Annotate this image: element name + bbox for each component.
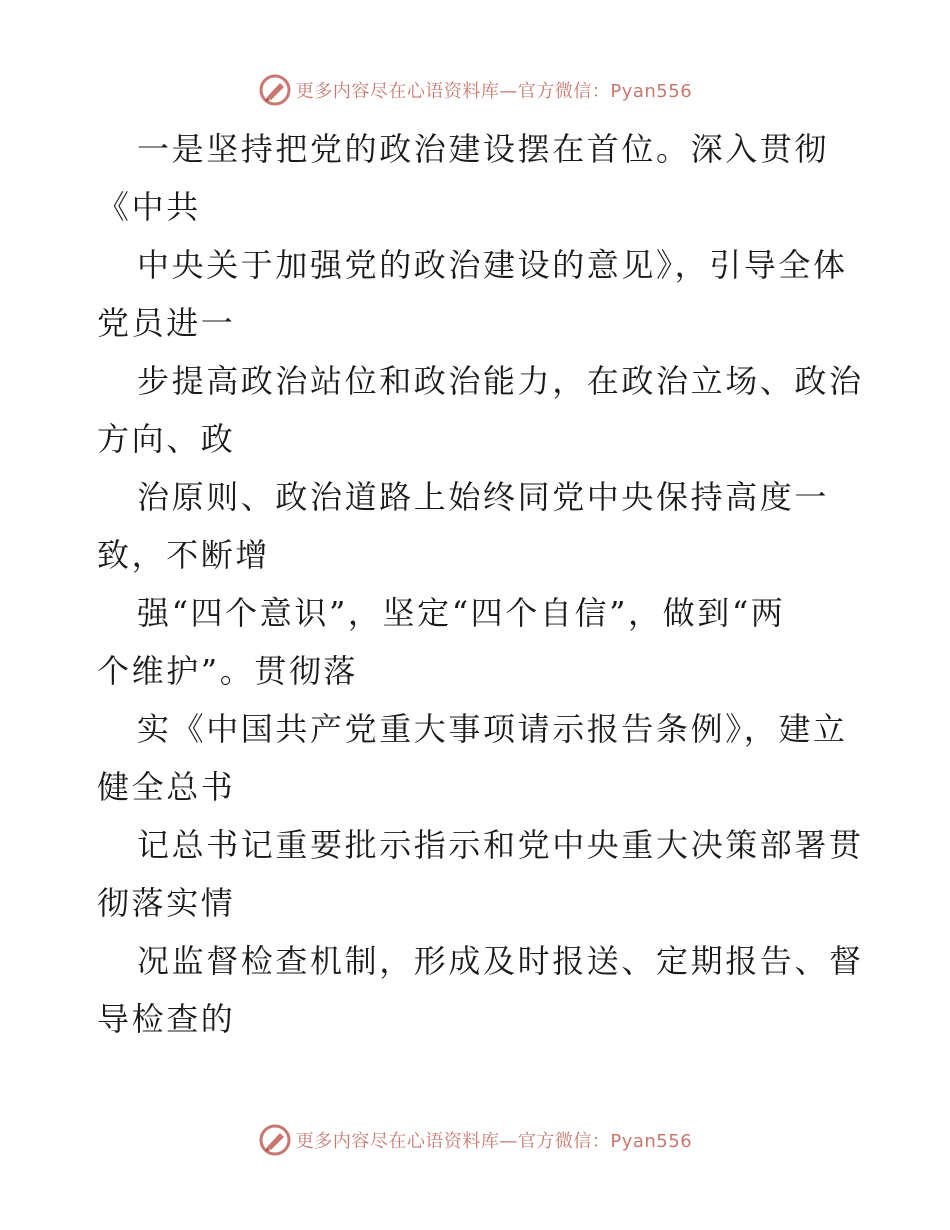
paragraph-line: 健全总书 <box>97 768 236 806</box>
paragraph <box>97 816 864 932</box>
paragraph-line: 《中共 <box>97 188 201 226</box>
pen-nib-logo-icon <box>258 73 292 107</box>
paragraph <box>97 236 857 352</box>
paragraph-line: 导检查的 <box>97 1000 236 1038</box>
paragraph-line: 方向、政 <box>97 420 236 458</box>
paragraph-line: 况监督检查机制，形成及时报送、定期报告、督 <box>137 942 864 980</box>
paragraph <box>97 120 857 236</box>
paragraph-line: 中央关于加强党的政治建设的意见》，引导全体 <box>137 246 848 284</box>
paragraph-line: 记总书记重要批示指示和党中央重大决策部署贯 <box>137 826 864 864</box>
paragraph-line: 一是坚持把党的政治建设摆在首位。深入贯彻 <box>137 130 830 168</box>
paragraph <box>97 468 857 584</box>
paragraph-line: 致，不断增 <box>97 536 271 574</box>
header-watermark <box>0 70 950 110</box>
paragraph <box>97 700 857 816</box>
paragraph-line: 党员进一 <box>97 304 236 342</box>
paragraph <box>97 584 857 700</box>
paragraph-line: 个维护”。贯彻落 <box>97 652 359 690</box>
paragraph-line: 强“四个意识”，坚定“四个自信”，做到“两 <box>137 594 786 632</box>
footer-watermark <box>0 1120 950 1160</box>
paragraph-line: 实《中国共产党重大事项请示报告条例》，建立 <box>137 710 848 748</box>
paragraph-line: 治原则、政治道路上始终同党中央保持高度一 <box>137 478 830 516</box>
paragraph <box>97 352 864 468</box>
document-body <box>97 120 864 1048</box>
pen-nib-logo-icon <box>258 1123 292 1157</box>
paragraph-line: 步提高政治站位和政治能力，在政治立场、政治 <box>137 362 864 400</box>
paragraph <box>97 932 864 1048</box>
paragraph-line: 彻落实情 <box>97 884 236 922</box>
watermark-text: 更多内容尽在心语资料库—官方微信：Pyan556 <box>295 81 693 102</box>
watermark-text: 更多内容尽在心语资料库—官方微信：Pyan556 <box>295 1131 693 1152</box>
